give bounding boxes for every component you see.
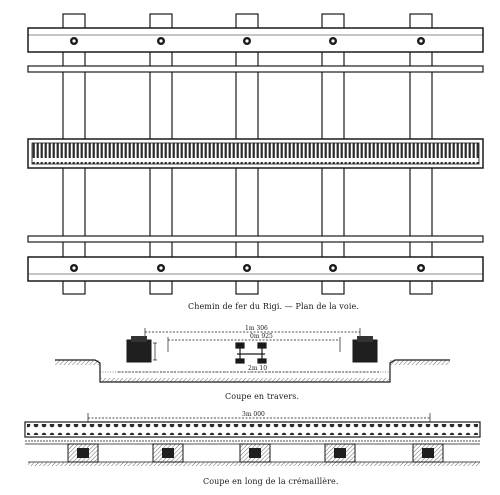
bottom-inner-rail — [28, 236, 483, 242]
sleeper-block — [413, 444, 443, 462]
sleeper-block — [68, 444, 98, 462]
bolt-hole — [72, 266, 75, 269]
long-ground — [28, 462, 480, 466]
rack-length-label: 3m 000 — [242, 411, 265, 418]
sleeper-block — [240, 444, 270, 462]
rack-bar-elevation — [25, 422, 480, 444]
caption-long-section: Coupe en long de la crémaillère. — [203, 477, 339, 486]
bolt-hole — [159, 266, 162, 269]
bolt-hole — [245, 266, 248, 269]
sleeper-block — [153, 444, 183, 462]
bottom-rail — [28, 257, 483, 281]
rack-profile-center — [236, 343, 266, 363]
top-rail — [28, 28, 483, 52]
sleeper-block — [325, 444, 355, 462]
bolt-hole — [159, 39, 162, 42]
bolt-hole — [331, 39, 334, 42]
gauge-outer-label: 1m 306 — [245, 325, 268, 332]
long-section — [25, 411, 480, 466]
bolt-hole — [72, 39, 75, 42]
track-plan — [28, 14, 483, 294]
gauge-inner-label: 0m 925 — [250, 333, 273, 340]
cross-section — [55, 325, 450, 382]
top-inner-rail — [28, 66, 483, 72]
rail-profile-left — [127, 336, 151, 362]
bolt-hole — [419, 266, 422, 269]
bolt-hole — [245, 39, 248, 42]
sleeper-length-label: 2m 10 — [248, 365, 268, 372]
bolt-hole — [419, 39, 422, 42]
bolt-hole — [331, 266, 334, 269]
caption-plan: Chemin de fer du Rigi. — Plan de la voie. — [188, 302, 359, 311]
sleeper-blocks — [68, 444, 443, 462]
rail-profile-right — [353, 336, 377, 362]
caption-cross-section: Coupe en travers. — [225, 392, 300, 401]
rack-rail-plan — [28, 139, 483, 168]
